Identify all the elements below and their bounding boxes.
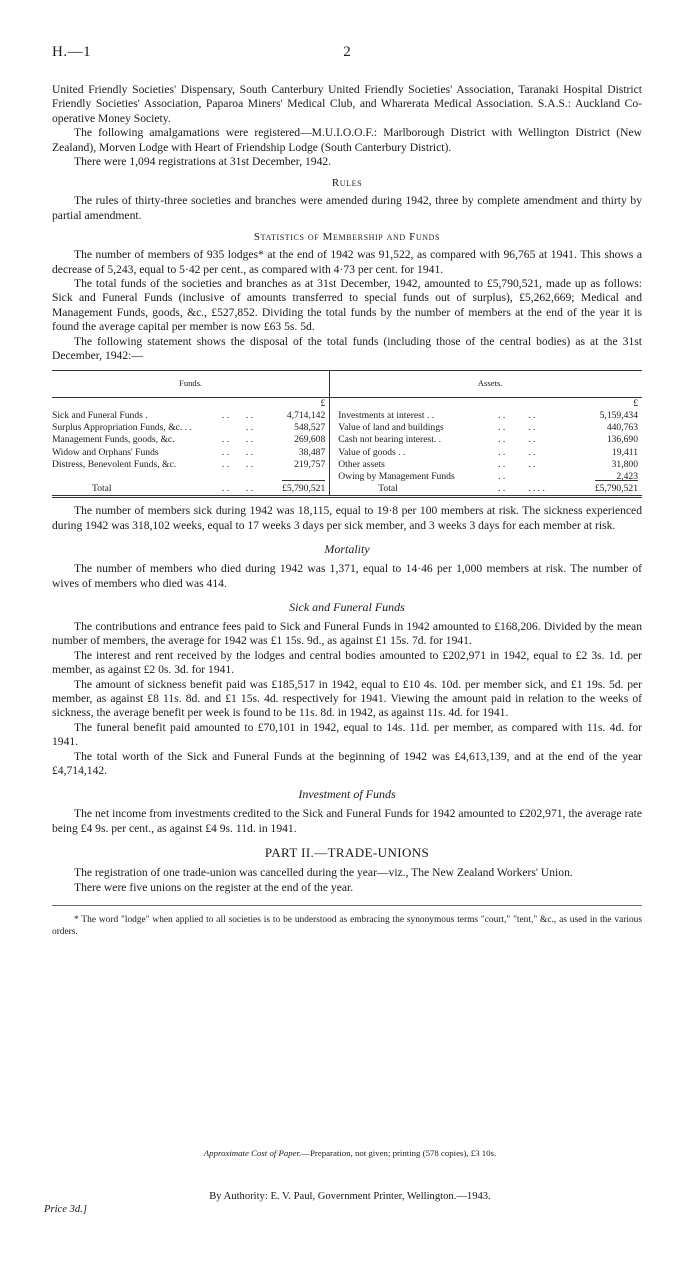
printer-authority: By Authority: E. V. Paul, Government Printer, Wellington.—1943. [209,1191,491,1202]
fund-value: 4,714,142 [286,409,326,421]
paragraph: The interest and rent received by the lodges and central bodies amounted to £202,971 in 1942, equal to £2 3s. 1d. per member, as against £2 0s. 3d. for 1941. [52,648,642,677]
currency-symbol: £ [633,397,638,409]
paragraph: United Friendly Societies' Dispensary, South Canterbury United Friendly Societies' Association, Taranaki Hospital District Friendly Societies' Association, Paparoa Miners' Medical Club, and Wharerata Medical Association. S.A.S.: Auckland Co-operative Money Society. [52,83,642,125]
asset-label: Investments at interest . . [338,409,435,421]
footnote-text: * The word "lodge" when applied to all societies is to be understood as embracing the synonymous terms "court," "tent," &c., as used in the various orders. [52,915,642,938]
section-heading-mortality: Mortality [324,542,370,557]
paragraph: The registration of one trade-union was cancelled during the year—viz., The New Zealand Workers' Union. [74,866,573,880]
section-heading-sick-funeral: Sick and Funeral Funds [289,599,405,614]
cost-text: —Preparation, not given; printing (578 copies), £3 10s. [301,1148,497,1158]
table-row: Distress, Benevolent Funds, &c. . . . . 219,757 Other assets . . . . 31,800 [52,459,642,471]
asset-value: 31,800 [611,458,638,470]
funds-total: £5,790,521 [282,480,325,494]
asset-label: Owing by Management Funds [338,470,455,482]
asset-value: 2,423 [616,470,638,482]
paragraph: The funeral benefit paid amounted to £70,101 in 1942, equal to 14s. 11d. per member, as compared with 11s. 4d. for 1941. [52,720,642,749]
footnote [52,905,642,938]
asset-value: 440,763 [606,422,638,434]
assets-total: £5,790,521 [595,480,638,494]
total-label: Total [52,483,222,497]
section-heading-investment: Investment of Funds [298,787,396,802]
fund-value: 38,487 [298,446,326,458]
paragraph: The amount of sickness benefit paid was £185,517 in 1942, equal to £10 4s. 10d. per member sick, and £1 19s. 5d. per member, as against £8 11s. 8d. and £1 15s. 4d. respectively for 1941. Viewing the amount paid in relation to the weeks of sickness, the average benefit per week is found to be 11s. 8d. in 1942, as against 11s. 4d. for 1941. [52,677,642,720]
table-row: Management Funds, goods, &c. . . . . 269,608 Cash not bearing interest. . . . . . 136,690 [52,434,642,446]
fund-label: Surplus Appropriation Funds, &c. . . [52,422,192,434]
asset-label: Value of land and buildings [338,422,444,434]
fund-label: Management Funds, goods, &c. [52,434,175,446]
fund-label: Widow and Orphans' Funds [52,446,159,458]
paragraph: The following statement shows the disposal of the total funds (including those of the central bodies) as at the 31st December, 1942:— [52,334,642,363]
paragraph: The number of members sick during 1942 was 18,115, equal to 19·8 per 100 members at risk. The sickness experienced during 1942 was 318,102 weeks, equal to 17 weeks 3 days per sick member, and 3 weeks 3 days for each member at risk. [52,504,642,532]
series-code: H.—1 [52,44,92,60]
asset-value: 5,159,434 [599,409,638,421]
paragraph: The number of members of 935 lodges* at the end of 1942 was 91,522, as compared with 96,765 at 1941. This shows a decrease of 5,243, equal to 5·42 per cent., as compared with 4·73 per cent. for 1941. [52,248,642,276]
funds-column-header: Funds. [52,370,330,397]
table-total-row: Total . . . . £5,790,521 Total . . . . . . £5,790,521 [52,483,642,497]
fund-value: 219,757 [294,458,326,470]
section-heading-rules: Rules [331,177,363,190]
fund-value: 548,527 [294,422,326,434]
paragraph: The number of members who died during 1942 was 1,371, equal to 14·46 per 1,000 members at risk. The number of wives of members who died was 414. [52,562,642,590]
section-heading-part-two: PART II.—TRADE-UNIONS [264,845,430,861]
table-row: Owing by Management Funds . . 2,423 [52,471,642,483]
fund-label: Distress, Benevolent Funds, &c. [52,458,177,470]
asset-value: 19,411 [611,446,638,458]
page-number: 2 [343,44,351,60]
table-row: Surplus Appropriation Funds, &c. . . . . 548,527 Value of land and buildings . . . . 440,763 [52,422,642,434]
paragraph: The following amalgamations were registered—M.U.I.O.O.F.: Marlborough District with Wellington District (New Zealand), Morven Lodge with Heart of Friendship Lodge (South Canterbury District). [52,126,642,154]
page-header [52,0,642,74]
assets-column-header: Assets. [338,370,642,397]
paragraph: The total worth of the Sick and Funeral Funds at the beginning of 1942 was £4,613,139, and at the end of the year £4,714,142. [52,749,642,778]
asset-label: Cash not bearing interest. . [338,434,442,446]
section-heading-statistics: Statistics of Membership and Funds [253,231,441,244]
table-row: Widow and Orphans' Funds . . . . 38,487 Value of goods . . . . . . 19,411 [52,447,642,459]
asset-label: Value of goods . . [338,446,406,458]
paragraph: There were five unions on the register at the end of the year. [74,880,354,894]
funds-table [52,370,642,499]
paragraph: The contributions and entrance fees paid to Sick and Funeral Funds in 1942 amounted to £168,206. Divided by the mean number of members, the average for 1942 was £1 15s. 9d., as against £1 15s. 7d. for 1941. [52,619,642,648]
paragraph: The net income from investments credited to the Sick and Funeral Funds for 1942 amounted to £202,971, the average rate being £4 9s. per cent., as against £4 9s. 11d. in 1941. [52,807,642,835]
table-row: Sick and Funeral Funds . . . . . 4,714,142 Investments at interest . . . . . . 5,159,434 [52,410,642,422]
price-label: Price 3d.] [44,1204,87,1215]
paragraph: There were 1,094 registrations at 31st December, 1942. [74,155,332,169]
paragraph: The rules of thirty-three societies and branches were amended during 1942, three by complete amendment and thirty by partial amendment. [52,194,642,222]
asset-label: Other assets [338,458,385,470]
cost-of-paper-note [0,1148,700,1158]
cost-label: Approximate Cost of Paper. [203,1148,302,1158]
total-label: Total [338,483,498,497]
asset-value: 136,690 [606,434,638,446]
currency-symbol: £ [320,397,326,409]
fund-value: 269,608 [294,434,326,446]
fund-label: Sick and Funeral Funds . [52,409,148,421]
paragraph: The total funds of the societies and branches as at 31st December, 1942, amounted to £5,790,521, made up as follows: Sick and Funeral Funds (inclusive of amounts transferred to special funds out of surplus), £5,262,669; Medical and Management Funds, goods, &c., £527,852. Dividing the total funds by the number of members at the end of the year it is found the average capital per member is now £63 5s. 5d. [52,277,642,334]
